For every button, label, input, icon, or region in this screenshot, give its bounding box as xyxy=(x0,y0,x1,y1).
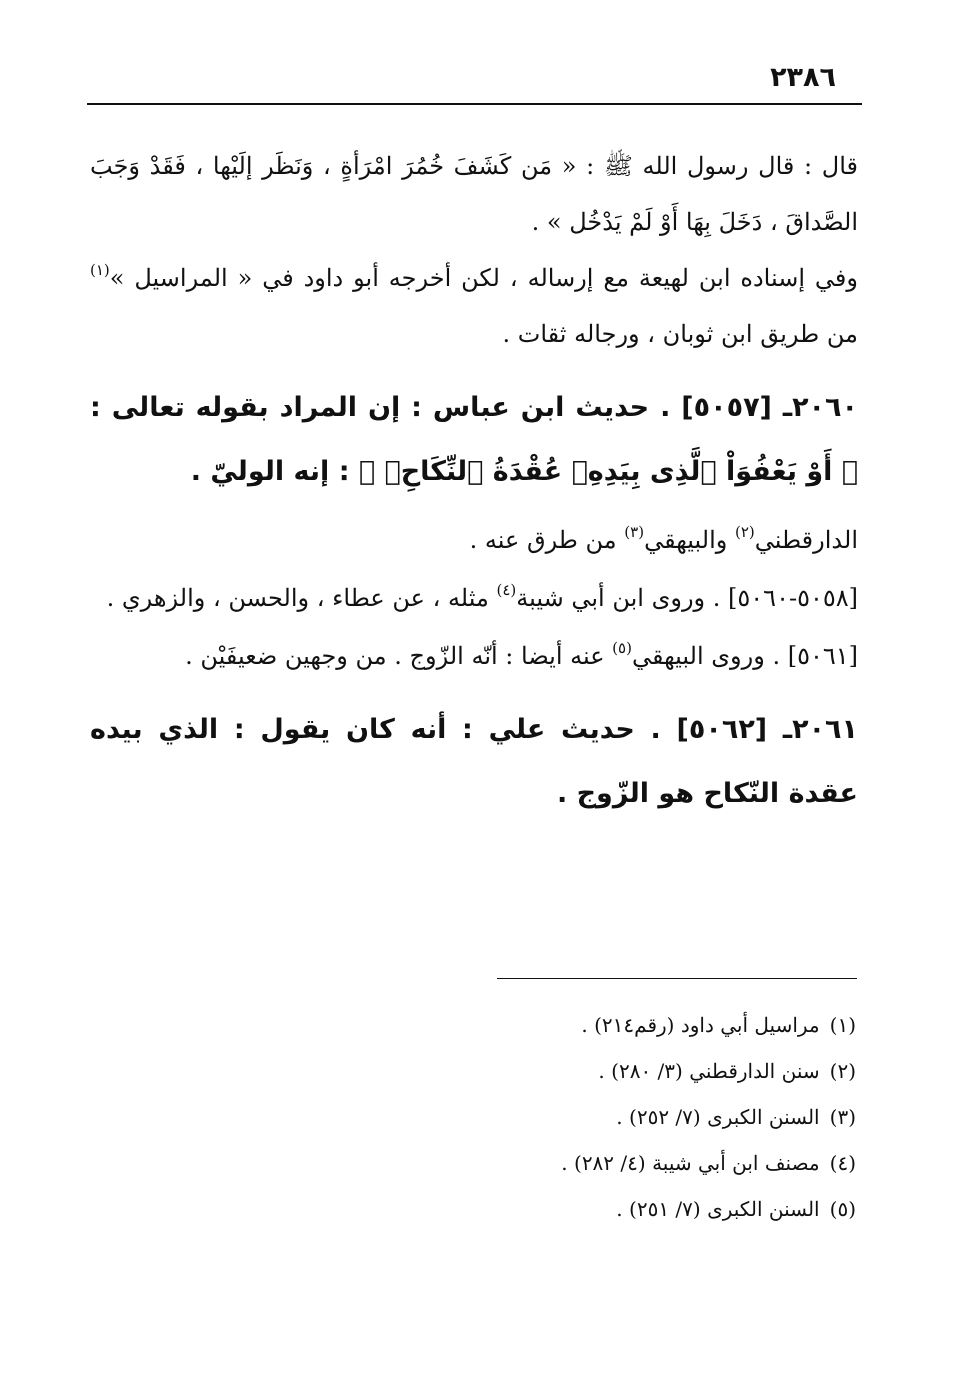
footnote-text: السنن الكبرى (٧/ ٢٥٢) . xyxy=(616,1105,820,1129)
footnote-1 xyxy=(200,1002,856,1048)
footnote-2 xyxy=(200,1048,856,1094)
hadith-ref: [٥٠٦٢] xyxy=(676,714,768,745)
footnotes xyxy=(200,1002,856,1232)
paragraph-isnad-note xyxy=(90,250,858,362)
isnad-text-end: من طريق ابن ثوبان ، ورجاله ثقات . xyxy=(502,320,858,348)
isnad-text: وفي إسناده ابن لهيعة مع إرساله ، لكن أخرجه أبو داود في « المراسيل » xyxy=(109,264,858,292)
paragraph-hadith-quote: قال : قال رسول الله ﷺ : « مَن كَشَفَ خُمُرَ امْرَأةٍ ، وَنَظَر إلَيْها ، فَقَدْ وَجَبَ الصَّداقَ ، دَخَلَ بِهَا أَوْ لَمْ يَدْخُل » . xyxy=(90,152,858,236)
main-text xyxy=(90,138,858,834)
bayhaqi-text: [٥٠٦١] . وروى البيهقي xyxy=(631,642,858,670)
hadith-ref: [٥٠٥٧] xyxy=(681,392,772,423)
footnote-ref-2[interactable]: (٢) xyxy=(734,522,755,541)
footnote-3 xyxy=(200,1094,856,1140)
paragraph-sources xyxy=(90,512,858,568)
footnote-text: سنن الدارقطني (٣/ ٢٨٠) . xyxy=(598,1059,820,1083)
bayhaqi-text-2: عنه أيضا : أنّه الزّوج . من وجهين ضعيفَيْن . xyxy=(185,642,613,670)
hadith-text: حديث علي : أنه كان يقول : الذي بيده عقدة النّكاح هو الزّوج . xyxy=(90,714,858,809)
page-number: ٢٣٨٦ xyxy=(770,62,836,93)
footnote-4 xyxy=(200,1140,856,1186)
hadith-text: حديث ابن عباس : إن المراد بقوله تعالى : ﴿ أَوْ يَعْفُوَاْ ٱلَّذِى بِيَدِهِۦ عُقْدَةُ ٱلنِّكَاحِۚ ﴾ : إنه الوليّ . xyxy=(90,392,858,487)
footnote-ref-1[interactable]: (١) xyxy=(90,260,110,279)
sources-text: الدارقطني xyxy=(754,526,858,554)
shaybah-text-2: مثله ، عن عطاء ، والحسن ، والزهري . xyxy=(106,584,497,612)
hadith-number: ٢٠٦١ xyxy=(792,714,859,745)
footnote-text: السنن الكبرى (٧/ ٢٥١) . xyxy=(616,1197,820,1221)
footnote-ref-5[interactable]: (٥) xyxy=(612,638,632,657)
hadith-heading-2061: ٢٠٦١ـ [٥٠٦٢] . حديث علي : أنه كان يقول : الذي بيده عقدة النّكاح هو الزّوج . xyxy=(90,714,859,809)
paragraph-ibn-abi-shaybah xyxy=(90,570,858,626)
footnote-mark: (٢) xyxy=(829,1059,856,1083)
sources-text-2: والبيهقي xyxy=(644,526,735,554)
footnote-text: مراسيل أبي داود (رقم٢١٤) . xyxy=(581,1013,820,1037)
shaybah-text: [٥٠٥٨-٥٠٦٠] . وروى ابن أبي شيبة xyxy=(516,584,858,612)
footnote-ref-4[interactable]: (٤) xyxy=(496,580,517,599)
footnote-separator xyxy=(497,978,857,979)
sources-text-3: من طرق عنه . xyxy=(469,526,625,554)
hadith-heading-2060: ٢٠٦٠ـ [٥٠٥٧] . حديث ابن عباس : إن المراد بقوله تعالى : ﴿ أَوْ يَعْفُوَاْ ٱلَّذِى بِيَدِهِۦ عُقْدَةُ ٱلنِّكَاحِۚ ﴾ : إنه الوليّ . xyxy=(90,392,858,487)
footnote-mark: (٤) xyxy=(829,1151,856,1175)
header-rule xyxy=(87,103,862,105)
footnote-mark: (٥) xyxy=(829,1197,856,1221)
footnote-mark: (٣) xyxy=(829,1105,856,1129)
hadith-number: ٢٠٦٠ xyxy=(792,392,858,423)
footnote-5 xyxy=(200,1186,856,1232)
footnote-mark: (١) xyxy=(829,1013,856,1037)
paragraph-bayhaqi xyxy=(90,628,858,684)
footnote-text: مصنف ابن أبي شيبة (٤/ ٢٨٢) . xyxy=(561,1151,820,1175)
footnote-ref-3[interactable]: (٣) xyxy=(624,522,645,541)
